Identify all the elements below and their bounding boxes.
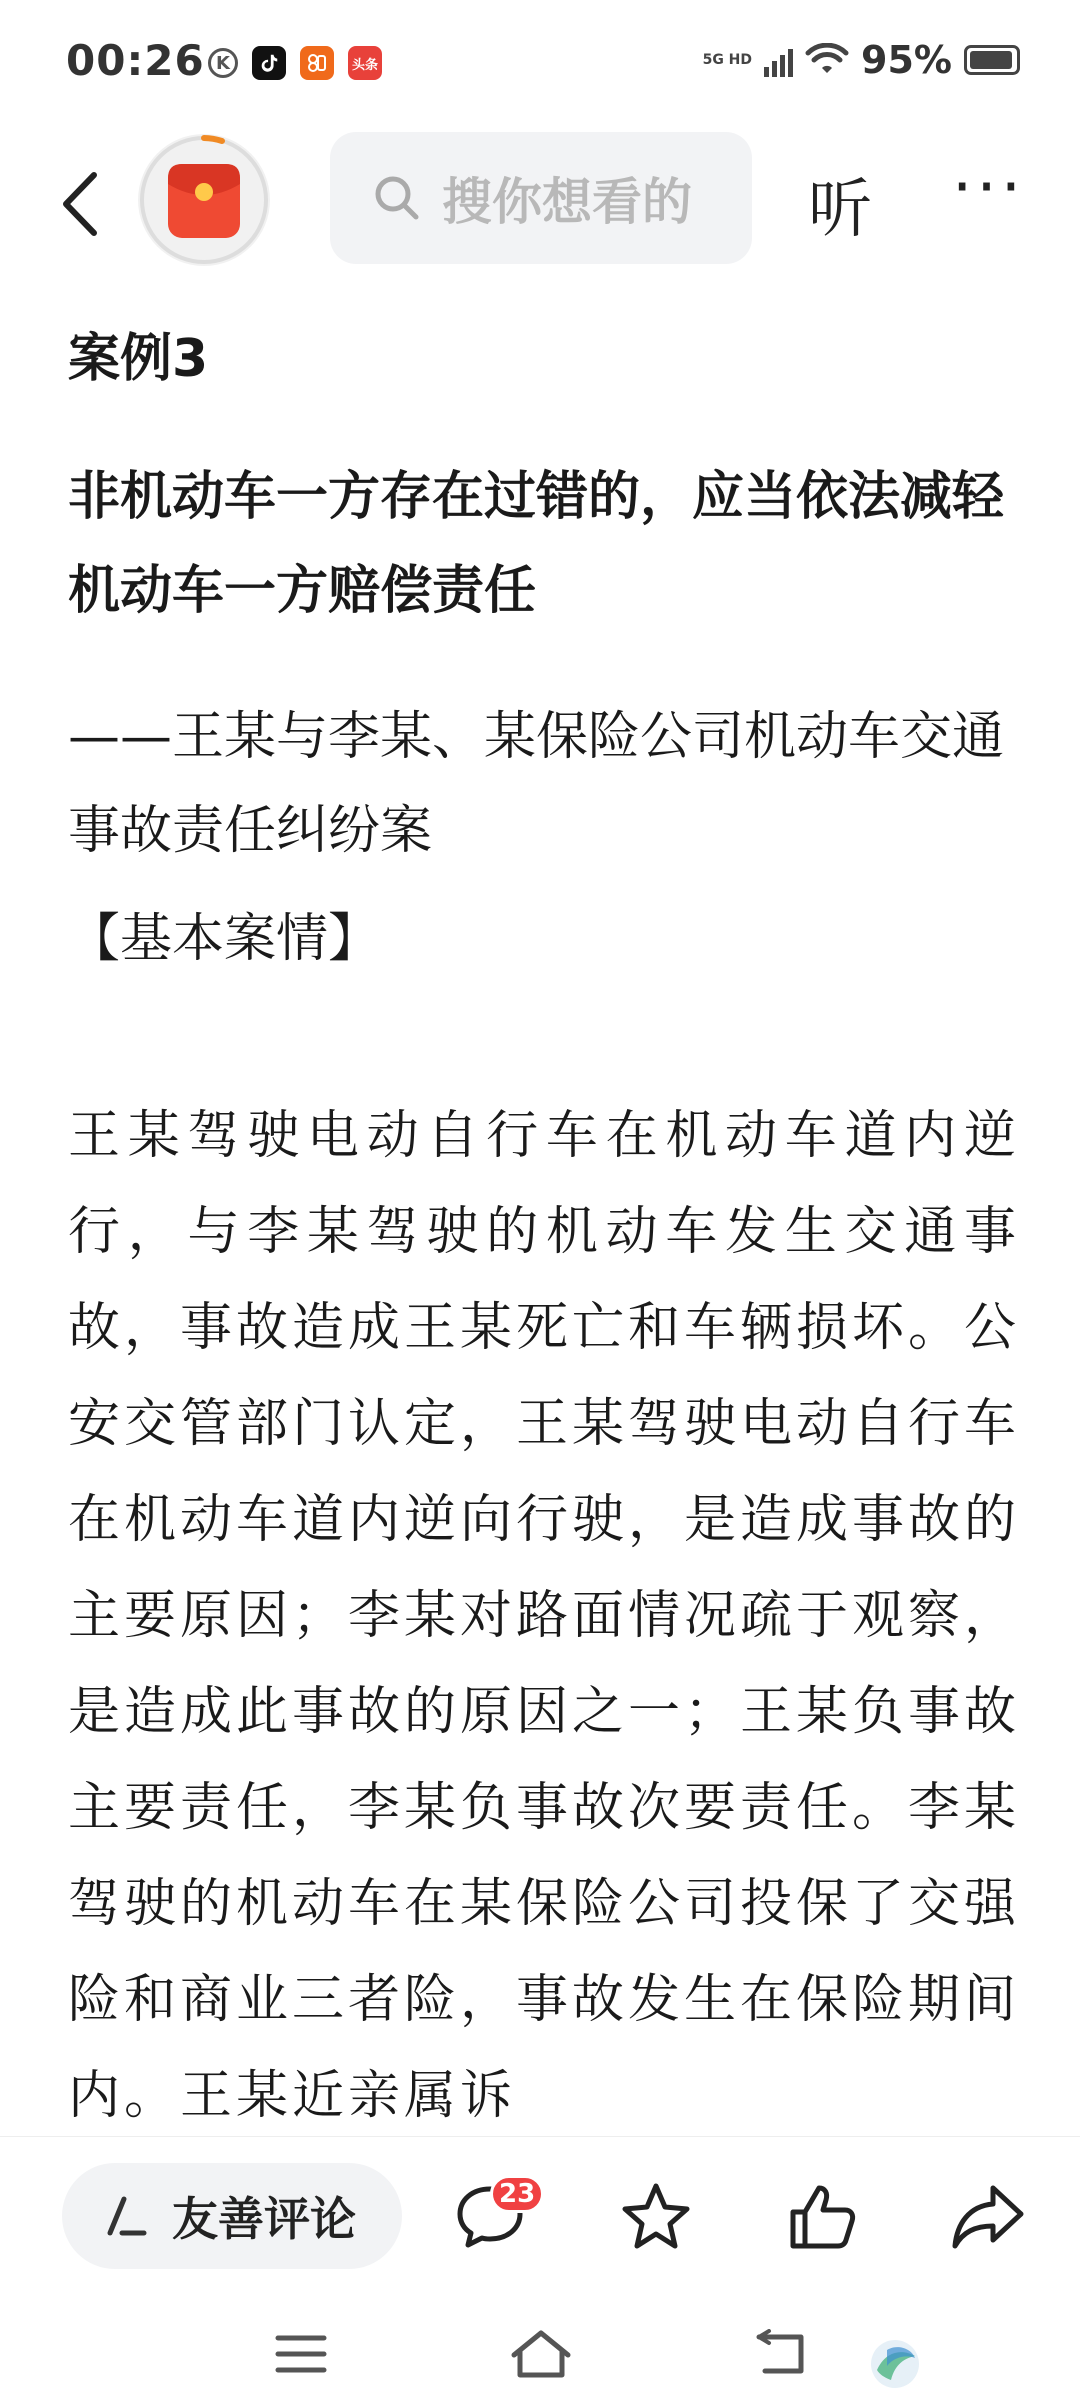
comment-button[interactable] [62,2163,402,2269]
status-time: 00:26 [66,36,205,85]
comment-count-badge: 23 [490,2175,544,2213]
article-title: 非机动车一方存在过错的，应当依法减轻机动车一方赔偿责任 [68,467,1005,621]
back-button[interactable] [50,164,110,244]
thumbs-up-icon [785,2180,859,2254]
assistant-orb-icon [867,2336,923,2392]
battery-percent: 95% [861,38,952,82]
battery-fill [970,51,1012,69]
wifi-icon [805,43,849,77]
tiktok-icon [252,46,286,80]
pen-icon [102,2193,148,2239]
status-right-icons [703,38,1020,82]
signal-icon [764,43,793,77]
back-nav-button[interactable] [746,2326,816,2382]
star-icon [619,2180,693,2254]
listen-button[interactable]: 听 [808,173,872,247]
system-nav-bar [0,2296,1080,2408]
red-packet-button[interactable] [138,134,270,266]
chevron-left-icon [58,169,102,239]
home-icon [508,2329,574,2379]
network-type: 5G HD [702,52,753,68]
assistant-orb[interactable] [860,2336,930,2392]
case-number: 案例3 [68,329,209,389]
action-bar [0,2136,1080,2297]
status-bar [0,0,1080,120]
share-arrow-icon [949,2180,1027,2254]
search-icon [372,173,422,223]
menu-icon [274,2332,328,2376]
share-button[interactable] [946,2175,1030,2259]
progress-ring [138,134,270,266]
article-header [0,120,1080,280]
more-button[interactable]: ··· [952,151,1026,225]
article-body: 王某驾驶电动自行车在机动车道内逆行，与李某驾驶的机动车发生交通事故，事故造成王某死亡和车辆损坏。公安交管部门认定，王某驾驶电动自行车在机动车道内逆向行驶，是造成事故的主要原因；李某对路面情况疏于观察，是造成此事故的原因之一；王某负事故主要责任，李某负事故次要责任。李某驾驶的机动车在某保险公司投保了交强险和商业三者险，事故发生在保险期间内。王某近亲属诉 [68,1106,1021,2126]
search-box[interactable] [330,132,752,264]
like-button[interactable] [780,2175,864,2259]
home-nav-button[interactable] [506,2326,576,2382]
article-subtitle: ——王某与李某、某保险公司机动车交通事故责任纠纷案 [68,707,1005,861]
section-heading: 【基本案情】 [68,909,381,969]
comment-label: 友善评论 [172,2192,356,2246]
favorite-button[interactable] [614,2175,698,2259]
menu-nav-button[interactable] [266,2326,336,2382]
battery-icon [964,45,1020,75]
k-icon: K [208,48,238,78]
status-notification-icons [208,46,382,80]
app-orange-icon [300,46,334,80]
toutiao-icon: 头条 [348,46,382,80]
back-arrow-icon [751,2329,811,2379]
search-placeholder: 搜你想看的 [442,173,692,231]
